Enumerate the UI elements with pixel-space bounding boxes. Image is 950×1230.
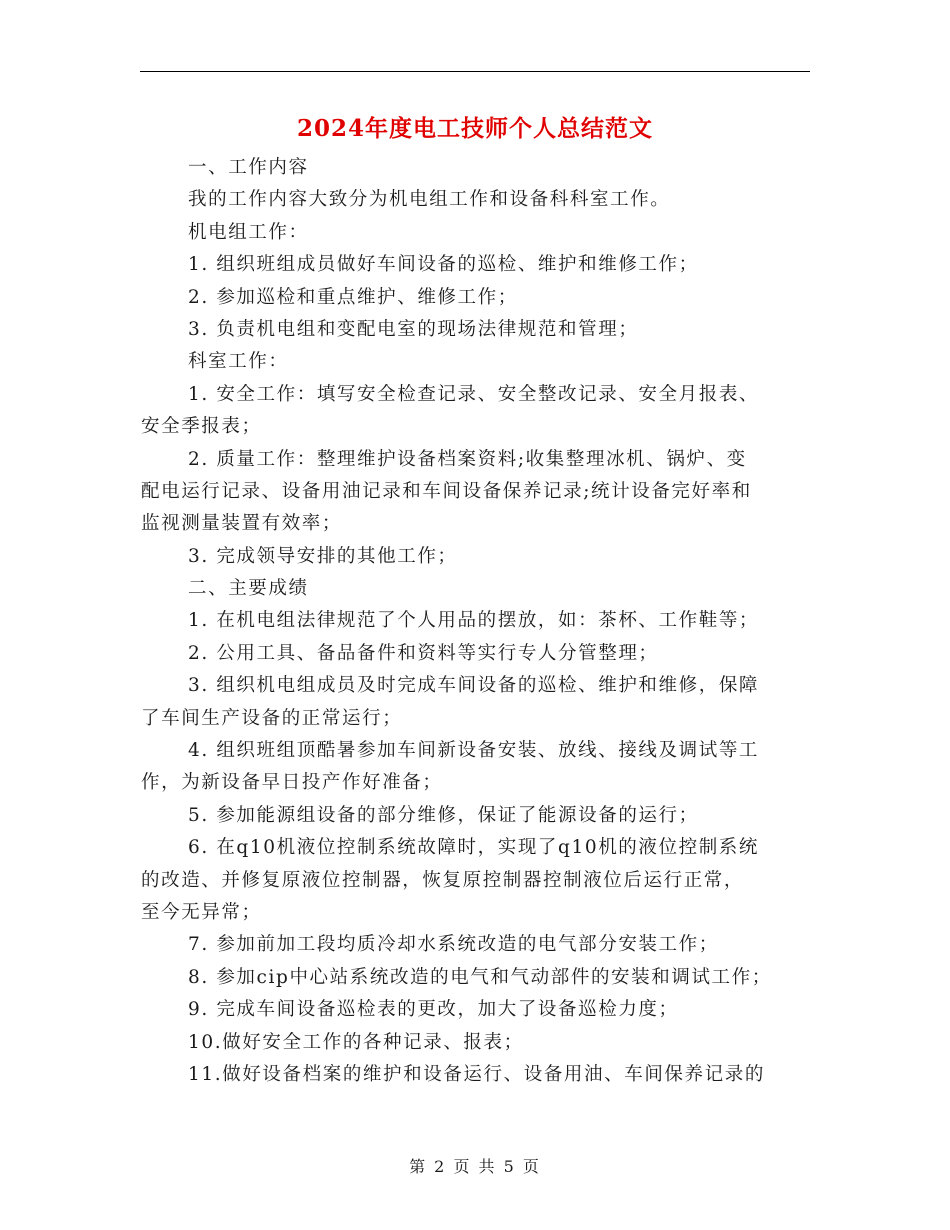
paragraph-line: 7. 参加前加工段均质冷却水系统改造的电气部分安装工作； (188, 934, 719, 956)
paragraph-line: 我的工作内容大致分为机电组工作和设备科科室工作。 (188, 189, 671, 211)
paragraph-line: 科室工作： (188, 351, 289, 373)
paragraph-line: 作，为新设备早日投产作好准备； (141, 772, 443, 794)
header-rule (140, 71, 810, 72)
paragraph-line: 2. 参加巡检和重点维护、维修工作； (188, 286, 518, 308)
paragraph-line: 3. 负责机电组和变配电室的现场法律规范和管理； (188, 318, 639, 340)
paragraph-line: 一、工作内容 (188, 157, 309, 178)
document-body (141, 152, 811, 1091)
paragraph-line: 2. 质量工作：整理维护设备档案资料;收集整理冰机、锅炉、变 (188, 448, 747, 470)
paragraph-line: 监视测量装置有效率； (141, 513, 343, 535)
paragraph-line: 6. 在q10机液位控制系统故障时，实现了q10机的液位控制系统 (188, 837, 759, 859)
paragraph-line: 二、主要成绩 (188, 578, 309, 600)
paragraph-line: 9. 完成车间设备巡检表的更改，加大了设备巡检力度； (188, 999, 679, 1021)
paragraph-line: 4. 组织班组顶酷暑参加车间新设备安装、放线、接线及调试等工 (188, 740, 760, 762)
paragraph-line: 1. 安全工作：填写安全检查记录、安全整改记录、安全月报表、 (188, 383, 760, 405)
paragraph-line: 的改造、并修复原液位控制器，恢复原控制器控制液位后运行正常， (141, 869, 745, 891)
paragraph-line: 安全季报表； (141, 416, 262, 438)
document-title: 2024年度电工技师个人总结范文 (296, 115, 653, 142)
paragraph-line: 10.做好安全工作的各种记录、报表； (188, 1031, 524, 1053)
paragraph-line: 2. 公用工具、备品备件和资料等实行专人分管整理； (188, 642, 659, 664)
paragraph-line: 3. 组织机电组成员及时完成车间设备的巡检、维护和维修，保障 (188, 675, 760, 697)
paragraph-line: 5. 参加能源组设备的部分维修，保证了能源设备的运行； (188, 804, 699, 826)
paragraph-line: 了车间生产设备的正常运行； (141, 707, 403, 729)
page-footer: 第 2 页 共 5 页 (409, 1157, 541, 1176)
paragraph-line: 机电组工作： (188, 221, 309, 243)
paragraph-line: 1. 组织班组成员做好车间设备的巡检、维护和维修工作； (188, 254, 699, 276)
paragraph-line: 配电运行记录、设备用油记录和车间设备保养记录;统计设备完好率和 (141, 480, 752, 502)
paragraph-line: 1. 在机电组法律规范了个人用品的摆放，如：茶杯、工作鞋等； (188, 610, 760, 632)
paragraph-line: 11.做好设备档案的维护和设备运行、设备用油、车间保养记录的 (188, 1063, 765, 1085)
paragraph-line: 8. 参加cip中心站系统改造的电气和气动部件的安装和调试工作； (188, 966, 772, 988)
paragraph-line: 3. 完成领导安排的其他工作； (188, 545, 458, 567)
paragraph-line: 至今无异常； (141, 901, 262, 923)
